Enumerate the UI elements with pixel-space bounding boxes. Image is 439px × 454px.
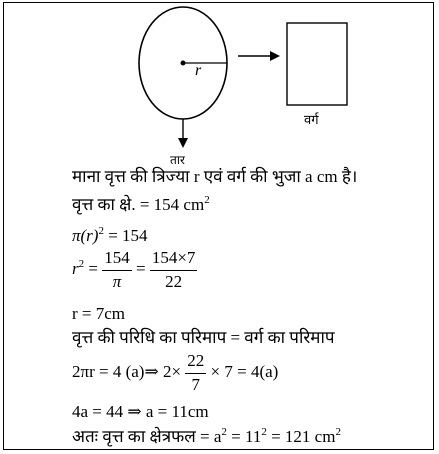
- intro-text: माना वृत्त की त्रिज्या r एवं वर्ग की भुजा a cm है।: [72, 167, 358, 186]
- perimeter-equation-end: × 7 = 4(a): [210, 362, 279, 382]
- pi-r-exponent: 2: [98, 225, 104, 237]
- square-label: वर्ग: [304, 113, 319, 128]
- wire-label: तार: [170, 153, 185, 167]
- perimeter-equation-line: [72, 352, 278, 394]
- fraction-1-numerator: 154: [102, 249, 132, 271]
- right-arrow-head: [270, 51, 280, 61]
- perimeter-statement-text: वृत्त की परिधि का परिमाप = वर्ग का परिमाप: [72, 328, 335, 347]
- final-area-start: अतः वृत्त का क्षेत्रफल = a: [72, 427, 222, 446]
- fraction-2-denominator: 22: [165, 271, 183, 291]
- r-squared-line: [72, 249, 197, 291]
- final-area-line: [72, 428, 341, 445]
- fraction-1078-over-22: [150, 249, 198, 291]
- equals-sign-2: =: [135, 259, 150, 279]
- pi-r-term: π(r): [72, 226, 99, 245]
- radius-label: r: [195, 62, 202, 79]
- figure-diagram: [0, 0, 439, 160]
- r-squared-exponent: 2: [78, 258, 85, 271]
- pi-r-value: = 154: [103, 226, 148, 245]
- down-arrow-head: [178, 138, 188, 148]
- area-given-exponent: 2: [204, 194, 210, 206]
- fraction-2-numerator: 154×7: [150, 249, 198, 271]
- r-squared-term: r: [72, 259, 79, 279]
- final-area-end: = 121 cm: [266, 427, 336, 446]
- equals-sign-1: =: [84, 259, 103, 279]
- final-exponent-3: 2: [335, 426, 341, 438]
- final-exponent-2: 2: [261, 426, 267, 438]
- pi-equation-line: [72, 227, 148, 244]
- intro-line: [72, 168, 357, 185]
- fraction-3-numerator: 22: [185, 352, 206, 374]
- r-result-text: r = 7cm: [72, 304, 126, 323]
- fraction-1-denominator: π: [112, 271, 122, 291]
- a-result-text: 4a = 44 ⇒ a = 11cm: [72, 402, 209, 421]
- fraction-3-denominator: 7: [191, 374, 201, 394]
- area-given-text: वृत्त का क्षे. = 154 cm: [72, 195, 205, 214]
- final-exponent-1: 2: [221, 426, 227, 438]
- r-result-line: [72, 305, 125, 322]
- final-area-mid: = 11: [226, 427, 262, 446]
- a-result-line: [72, 403, 209, 420]
- fraction-154-over-pi: [102, 249, 132, 291]
- perimeter-equation-start: 2πr = 4 (a)⇒ 2×: [72, 362, 182, 382]
- area-given-line: [72, 196, 210, 213]
- square-shape: [287, 23, 347, 105]
- fraction-22-over-7: [185, 352, 206, 394]
- perimeter-statement-line: [72, 329, 335, 346]
